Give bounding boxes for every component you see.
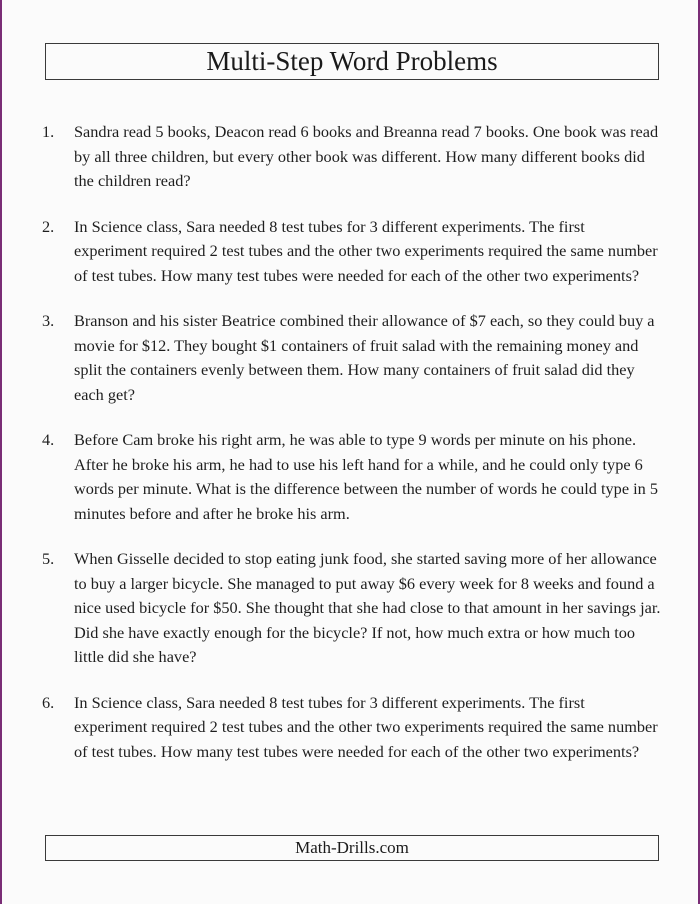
problem-item (42, 547, 662, 670)
problem-number: 6. (42, 692, 55, 712)
problem-text: Before Cam broke his right arm, he was able to type 9 words per minute on his phone. After he broke his arm, he had to use his left hand for a while, and he could only type 6 words per minute. What is the difference between the number of words he could type in 5 minutes before and after he broke his arm. (74, 430, 658, 523)
problem-list (42, 120, 662, 785)
problem-text: Sandra read 5 books, Deacon read 6 books and Breanna read 7 books. One book was read by all three children, but every other book was different. How many different books did the children read? (74, 122, 659, 190)
problem-item (42, 120, 662, 194)
problem-text: In Science class, Sara needed 8 test tubes for 3 different experiments. The first experiment required 2 test tubes and the other two experiments required the same number of test tubes. How many test tubes were needed for each of the other two experiments? (74, 692, 658, 761)
footer-source: Math-Drills.com (45, 835, 659, 861)
problem-number: 2. (42, 216, 55, 236)
problem-number: 1. (42, 122, 55, 141)
problem-number: 5. (42, 549, 55, 568)
problem-text: Branson and his sister Beatrice combined their allowance of $7 each, so they could buy a movie for $12. They bought $1 containers of fruit salad with the remaining money and split the containers evenly between them. How many containers of fruit salad did they each get? (74, 311, 655, 404)
problem-item (42, 428, 662, 526)
problem-item (42, 691, 662, 765)
problem-number: 3. (42, 311, 55, 330)
problem-text: When Gisselle decided to stop eating junk food, she started saving more of her allowance to buy a larger bicycle. She managed to put away $6 every week for 8 weeks and found a nice used bicycle for $50. She thought that she had close to that amount in her savings jar. Did she have exactly enough for the bicycle? If not, how much extra or how much too little did she have? (74, 549, 661, 666)
problem-item (42, 215, 662, 289)
problem-item (42, 309, 662, 407)
problem-text: In Science class, Sara needed 8 test tubes for 3 different experiments. The first experiment required 2 test tubes and the other two experiments required the same number of test tubes. How many test tubes were needed for each of the other two experiments? (74, 216, 658, 285)
problem-number: 4. (42, 430, 55, 449)
page-title: Multi-Step Word Problems (45, 43, 659, 80)
